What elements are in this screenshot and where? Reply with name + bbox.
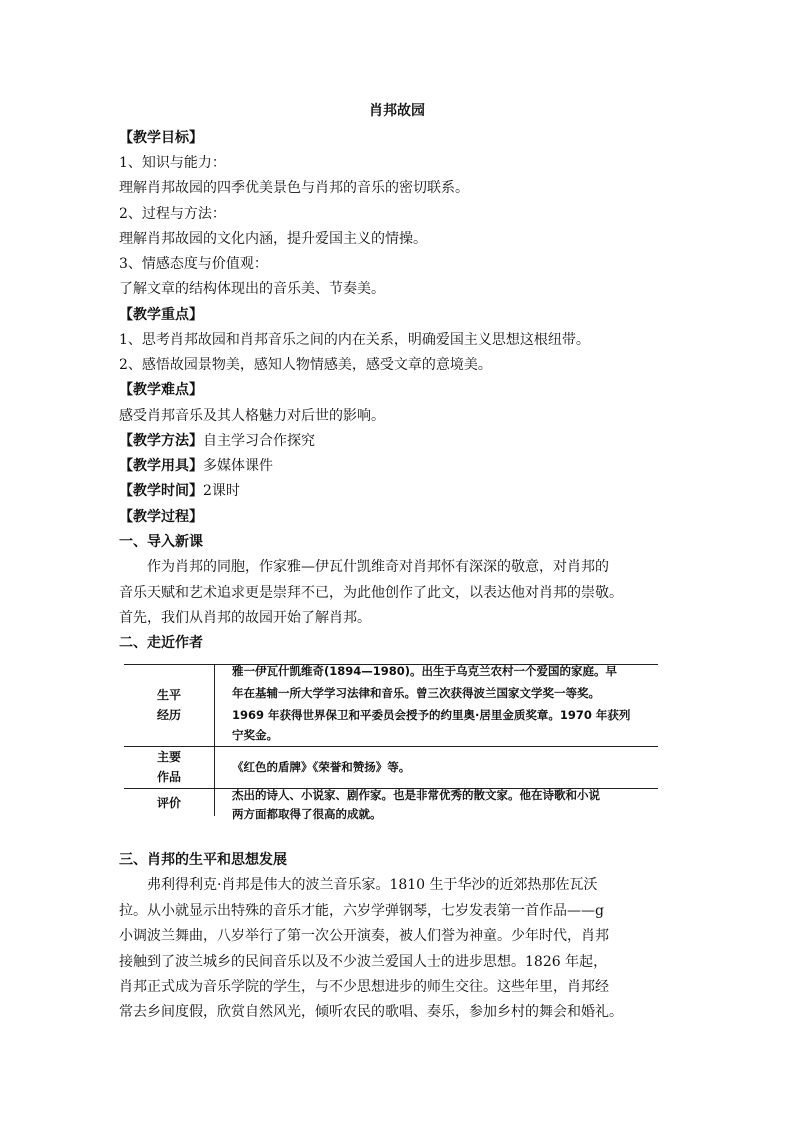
objectives-heading: 【教学目标】: [119, 130, 203, 146]
life-line-1: 雅一伊瓦什凯维奇(1894—1980)。出生于乌克兰农村一个爱国的家庭。早: [232, 664, 618, 678]
objective-3-text: 了解文章的结构体现出的音乐美、节奏美。: [119, 281, 385, 297]
section3-line-4: 接触到了波兰城乡的民间音乐以及不少波兰爱国人士的进步思想。1826 年起，: [119, 954, 608, 970]
section2-heading: 二、走近作者: [119, 635, 203, 651]
tools-line: [119, 457, 273, 475]
section3-line-2: 拉。从小就显示出特殊的音乐才能，六岁学弹钢琴，七岁发表第一首作品——g: [119, 903, 604, 919]
section3-line-3: 小调波兰舞曲，八岁举行了第一次公开演奏，被人们誉为神童。少年时代，肖邦: [119, 928, 609, 944]
evaluation-label: 评价: [156, 796, 181, 810]
key-points-heading: 【教学重点】: [119, 307, 203, 323]
key-point-2: 2、感悟故园景物美，感知人物情感美，感受文章的意境美。: [119, 357, 492, 373]
objective-2-text: 理解肖邦故园的文化内涵，提升爱国主义的情操。: [119, 231, 427, 247]
life-label-1: 生平: [156, 688, 181, 702]
method-value: 自主学习合作探究: [203, 433, 315, 449]
page-title: 肖邦故园: [369, 103, 425, 119]
key-point-1: 1、思考肖邦故园和肖邦音乐之间的内在关系，明确爱国主义思想这根纽带。: [119, 332, 590, 348]
section3-line-6: 常去乡间度假，欣赏自然风光，倾听农民的歌唱、奏乐，参加乡村的舞会和婚礼。: [119, 1004, 623, 1020]
method-line: [119, 432, 315, 450]
works-label-2: 作品: [156, 770, 181, 784]
tools-value: 多媒体课件: [203, 458, 273, 474]
process-heading: 【教学过程】: [119, 509, 203, 525]
evaluation-line-1: 杰出的诗人、小说家、剧作家。也是非常优秀的散文家。他在诗歌和小说: [232, 788, 600, 802]
difficulty-text: 感受肖邦音乐及其人格魅力对后世的影响。: [119, 408, 385, 424]
evaluation-line-2: 两方面都取得了很高的成就。: [232, 807, 382, 821]
objective-3-label: 3、情感态度与价值观：: [119, 256, 268, 272]
life-line-2: 年在基辅一所大学学习法律和音乐。曾三次获得波兰国家文学奖一等奖。: [232, 686, 600, 700]
author-table: [124, 664, 658, 820]
life-label-2: 经历: [156, 708, 181, 722]
section3-line-5: 肖邦正式成为音乐学院的学生，与不少思想进步的师生交往。这些年里，肖邦经: [119, 979, 609, 995]
life-line-4: 宁奖金。: [232, 728, 278, 742]
table-column-divider: [214, 664, 215, 816]
life-line-3: 1969 年获得世界保卫和平委员会授予的约里奥·居里金质奖章。1970 年获列: [232, 708, 631, 722]
section1-heading: 一、导入新课: [119, 534, 203, 550]
difficulty-heading: 【教学难点】: [119, 382, 203, 398]
time-label: 【教学时间】: [119, 483, 203, 499]
objective-2-label: 2、过程与方法：: [119, 206, 226, 222]
section3-heading: 三、肖邦的生平和思想发展: [119, 852, 287, 868]
table-rule: [124, 746, 658, 747]
time-line: [119, 482, 240, 500]
tools-label: 【教学用具】: [119, 458, 203, 474]
section1-line-1: 作为肖邦的同胞，作家雅—伊瓦什凯维奇对肖邦怀有深深的敬意，对肖邦的: [147, 559, 609, 575]
section3-line-1: 弗利得利克·肖邦是伟大的波兰音乐家。1810 生于华沙的近郊热那佐瓦沃: [147, 877, 598, 893]
works-text: 《红色的盾牌》《荣誉和赞扬》等。: [232, 760, 411, 774]
objective-1-text: 理解肖邦故园的四季优美景色与肖邦的音乐的密切联系。: [119, 180, 469, 196]
time-value: 2课时: [203, 483, 240, 499]
section1-line-3: 首先，我们从肖邦的故园开始了解肖邦。: [119, 610, 371, 626]
objective-1-label: 1、知识与能力：: [119, 155, 226, 171]
method-label: 【教学方法】: [119, 433, 203, 449]
works-label-1: 主要: [156, 750, 181, 764]
section1-line-2: 音乐天赋和艺术追求更是崇拜不已，为此他创作了此文，以表达他对肖邦的崇敬。: [119, 585, 623, 601]
